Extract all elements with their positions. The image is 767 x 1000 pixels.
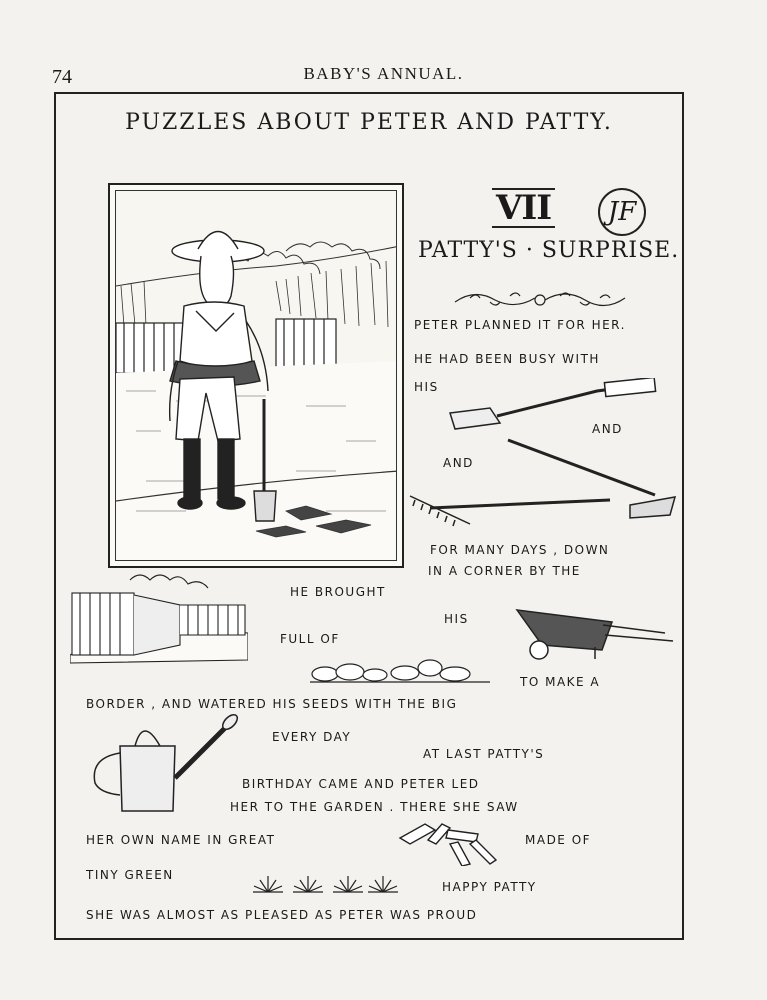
rebus-line: BORDER , AND WATERED HIS SEEDS WITH THE BIG <box>86 697 458 711</box>
chapter-numeral: VII <box>492 188 555 228</box>
title-word-peter: PETER <box>360 110 449 135</box>
page-number: 74 <box>52 66 72 88</box>
wheelbarrow-icon <box>515 605 675 665</box>
rebus-line: HAPPY PATTY <box>442 880 537 894</box>
rebus-line: TINY GREEN <box>86 868 174 882</box>
rebus-line: AND <box>592 422 623 436</box>
rebus-line: IN A CORNER BY THE <box>428 564 581 578</box>
rebus-line: SHE WAS ALMOST AS PLEASED AS PETER WAS PROUD <box>86 908 478 922</box>
rebus-line: HE HAD BEEN BUSY WITH <box>414 352 600 366</box>
title-word-puzzles: PUZZLES <box>125 110 249 135</box>
title-word-and: AND <box>457 110 517 135</box>
stones-icon <box>310 654 490 684</box>
rebus-line: MADE OF <box>525 833 592 847</box>
rebus-line: HIS <box>414 380 439 394</box>
page-title <box>54 110 684 135</box>
rebus-line: HIS <box>444 612 469 626</box>
rebus-line: BIRTHDAY CAME AND PETER LED <box>242 777 480 791</box>
rebus-line: PETER PLANNED IT FOR HER. <box>414 318 626 332</box>
rebus-line: AT LAST PATTY'S <box>423 747 545 761</box>
rebus-line: HER TO THE GARDEN . THERE SHE SAW <box>230 800 519 814</box>
chapter-subtitle: PATTY'S · SURPRISE. <box>418 238 680 263</box>
rebus-line: FOR MANY DAYS , DOWN <box>430 543 610 557</box>
monogram-seal: JF <box>598 188 646 236</box>
running-head: BABY'S ANNUAL. <box>303 64 464 83</box>
rake-icon <box>405 488 615 533</box>
sprouts-icon <box>248 868 408 894</box>
rebus-line: AND <box>443 456 474 470</box>
rebus-line: FULL OF <box>280 632 340 646</box>
watering-can-icon <box>90 708 245 816</box>
spade-icon <box>445 378 660 433</box>
rebus-line: HE BROUGHT <box>290 585 386 599</box>
title-word-about: ABOUT <box>257 110 352 135</box>
boy-with-spade-illustration <box>108 183 404 568</box>
rebus-line: EVERY DAY <box>272 730 352 744</box>
rebus-line: HER OWN NAME IN GREAT <box>86 833 276 847</box>
rebus-line: TO MAKE A <box>520 675 601 689</box>
great-letters-icon <box>398 820 498 866</box>
title-word-patty: PATTY. <box>525 110 613 135</box>
garden-corner-illustration <box>70 565 248 665</box>
floral-ornament-icon <box>450 288 630 312</box>
